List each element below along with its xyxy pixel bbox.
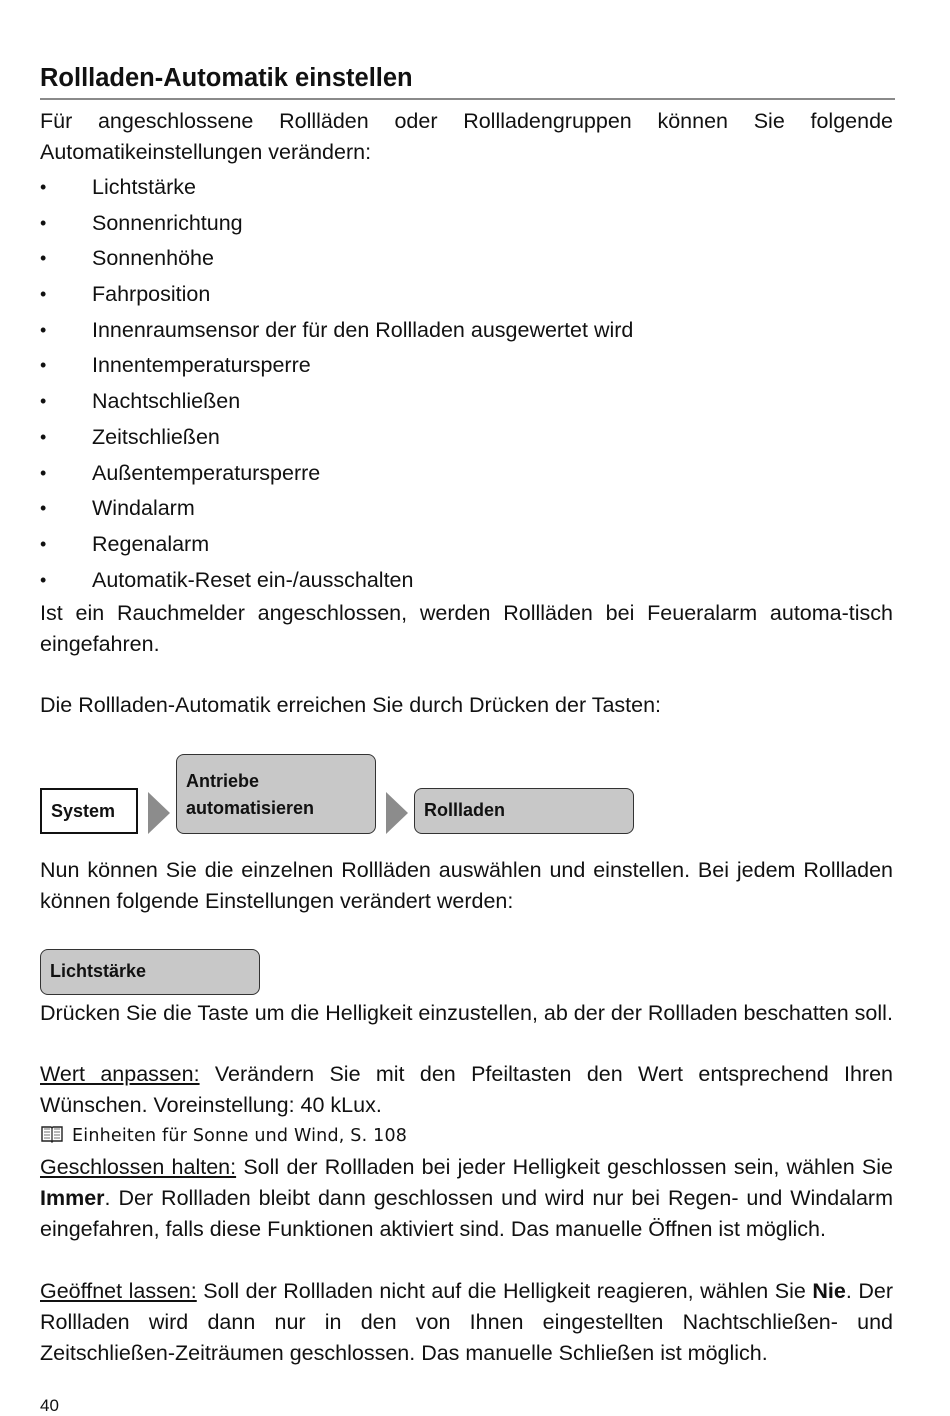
arrow-right-icon: [386, 792, 408, 834]
system-button[interactable]: System: [40, 788, 138, 834]
antriebe-automatisieren-button[interactable]: Antriebe automatisieren: [176, 754, 376, 834]
list-item: • Innenraumsensor der für den Rollladen ausgewertet wird: [40, 313, 893, 349]
list-item: • Nachtschließen: [40, 384, 893, 420]
geschlossen-halten-label: Geschlossen halten:: [40, 1155, 237, 1179]
wert-anpassen-paragraph: Wert anpassen: Verändern Sie mit den Pfeiltasten den Wert entsprechend Ihren Wünschen. Voreinstellung: 40 kLux.: [40, 1062, 894, 1117]
smoke-detector-note: Ist ein Rauchmelder angeschlossen, werden Rollläden bei Feueralarm automa-tisch eingefahren.: [40, 601, 893, 656]
bullet: •: [40, 212, 47, 233]
bullet: •: [40, 319, 47, 340]
reference-text: Einheiten für Sonne und Wind, S. 108: [72, 1126, 408, 1146]
bullet: •: [40, 426, 47, 447]
list-item: • Lichtstärke: [40, 170, 893, 206]
list-item: • Innentemperatursperre: [40, 348, 893, 384]
bullet: •: [40, 391, 47, 412]
geoeffnet-lassen-paragraph: Geöffnet lassen: Soll der Rollladen nicht auf die Helligkeit reagieren, wählen Sie Nie. Der Rollladen wird dann nur in den von Ihnen eingestellten Nachtschließen- und Zeitschließen-Zeiträumen geschlossen. Das manuelle Schließen ist möglich.: [40, 1279, 893, 1365]
page-title: Rollladen-Automatik einstellen: [40, 60, 895, 100]
geoeffnet-lassen-label: Geöffnet lassen:: [40, 1279, 197, 1303]
rollladen-button[interactable]: Rollladen: [414, 788, 634, 834]
brightness-paragraph: Drücken Sie die Taste um die Helligkeit einzustellen, ab der der Rollladen beschatten soll.: [40, 1001, 893, 1025]
arrow-right-icon: [148, 792, 170, 834]
intro-paragraph: Für angeschlossene Rollläden oder Rollladengruppen können Sie folgende Automatikeinstellungen verändern:: [40, 109, 893, 164]
bullet: •: [40, 248, 47, 269]
page-number: 40: [40, 1396, 59, 1415]
bullet: •: [40, 177, 47, 197]
settings-list: [40, 170, 893, 598]
book-icon: [40, 1124, 64, 1144]
list-item: • Sonnenhöhe: [40, 241, 893, 277]
list-item: • Sonnenrichtung: [40, 206, 893, 242]
bullet: •: [40, 355, 47, 376]
geschlossen-halten-paragraph: Geschlossen halten: Soll der Rollladen bei jeder Helligkeit geschlossen sein, wählen Sie Immer. Der Rollladen bleibt dann geschlossen und wird nur bei Regen- und Windalarm eingefahren, falls diese Funktionen aktiviert sind. Das manuelle Öffnen ist möglich.: [40, 1155, 894, 1241]
nie-keyword: Nie: [812, 1279, 846, 1303]
list-item: • Automatik-Reset ein-/ausschalten: [40, 563, 893, 599]
cross-reference: [40, 1123, 407, 1149]
list-item: • Zeitschließen: [40, 420, 893, 456]
select-paragraph: Nun können Sie die einzelnen Rollläden auswählen und einstellen. Bei jedem Rollladen können folgende Einstellungen verändert werden:: [40, 858, 893, 913]
immer-keyword: Immer: [40, 1186, 105, 1210]
bullet: •: [40, 462, 47, 483]
list-item: • Außentemperatursperre: [40, 456, 893, 492]
bullet: •: [40, 498, 47, 519]
bullet: •: [40, 533, 47, 554]
keys-intro: Die Rollladen-Automatik erreichen Sie durch Drücken der Tasten:: [40, 693, 662, 717]
list-item: • Fahrposition: [40, 277, 893, 313]
list-item: • Regenalarm: [40, 527, 893, 563]
bullet: •: [40, 284, 47, 305]
lichtstaerke-button[interactable]: Lichtstärke: [40, 949, 260, 995]
list-item: • Windalarm: [40, 491, 893, 527]
bullet: •: [40, 569, 47, 590]
wert-anpassen-label: Wert anpassen:: [40, 1062, 200, 1086]
